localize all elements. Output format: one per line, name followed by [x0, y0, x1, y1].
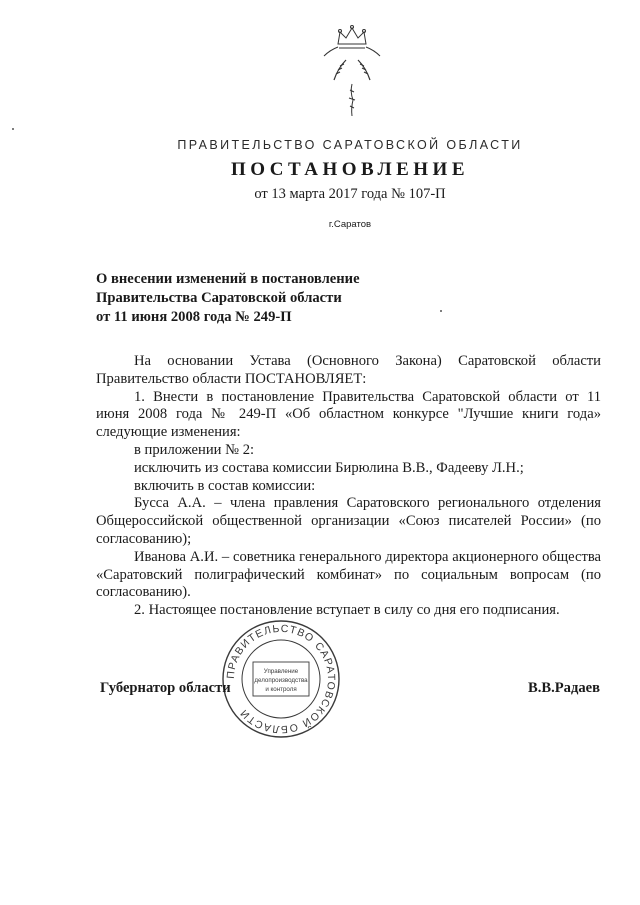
document-body — [96, 353, 601, 620]
subject-line: от 11 июня 2008 года № 249-П — [96, 309, 292, 325]
body-paragraph: 2. Настоящее постановление вступает в силу со дня его подписания. — [134, 602, 560, 619]
document-subject — [96, 270, 456, 327]
crown-emblem-icon — [318, 20, 386, 120]
stamp-center-line: Управление — [263, 668, 299, 675]
subject-line: Правительства Саратовской области — [96, 290, 342, 306]
body-paragraph: 1. Внести в постановление Правительства Саратовской области от 11 июня 2008 года № 249-П «Об областном конкурсе "Лучшие книги года» следующие изменения: — [96, 388, 601, 441]
body-paragraph: исключить из состава комиссии Бирюлина В.В., Фадееву Л.Н.; — [134, 459, 524, 476]
document-type-title: ПОСТАНОВЛЕНИЕ — [230, 159, 470, 180]
scan-speck — [12, 128, 14, 130]
scan-speck — [440, 310, 442, 312]
signatory-position: Губернатор области — [100, 680, 231, 696]
stamp-center-line: и контроля — [265, 686, 297, 693]
body-paragraph: Бусса А.А. – члена правления Саратовского регионального отделения Общероссийской общественной организации «Союз писателей России» (по согласованию); — [96, 495, 601, 547]
body-paragraph: Иванова А.И. – советника генерального директора акционерного общества «Саратовский полиграфический комбинат» по социальным вопросам (по согласованию). — [96, 548, 601, 601]
document-city: г.Саратов — [328, 219, 372, 230]
document-date-number: от 13 марта 2017 года № 107-П — [254, 186, 446, 202]
signatory-name: В.В.Радаев — [528, 680, 601, 696]
subject-line: О внесении изменений в постановление — [96, 271, 360, 287]
stamp-center-line: делопроизводства — [254, 677, 308, 684]
body-paragraph: На основании Устава (Основного Закона) Саратовской области Правительство области ПОСТАНОВЛЯЕТ: — [96, 353, 601, 387]
stamp-ring-text: ПРАВИТЕЛЬСТВО САРАТОВСКОЙ ОБЛАСТИ — [224, 622, 338, 736]
government-name: ПРАВИТЕЛЬСТВО САРАТОВСКОЙ ОБЛАСТИ — [177, 138, 523, 152]
official-stamp-icon — [220, 618, 342, 740]
body-paragraph: в приложении № 2: — [134, 441, 255, 458]
body-paragraph: включить в состав комиссии: — [134, 477, 316, 494]
